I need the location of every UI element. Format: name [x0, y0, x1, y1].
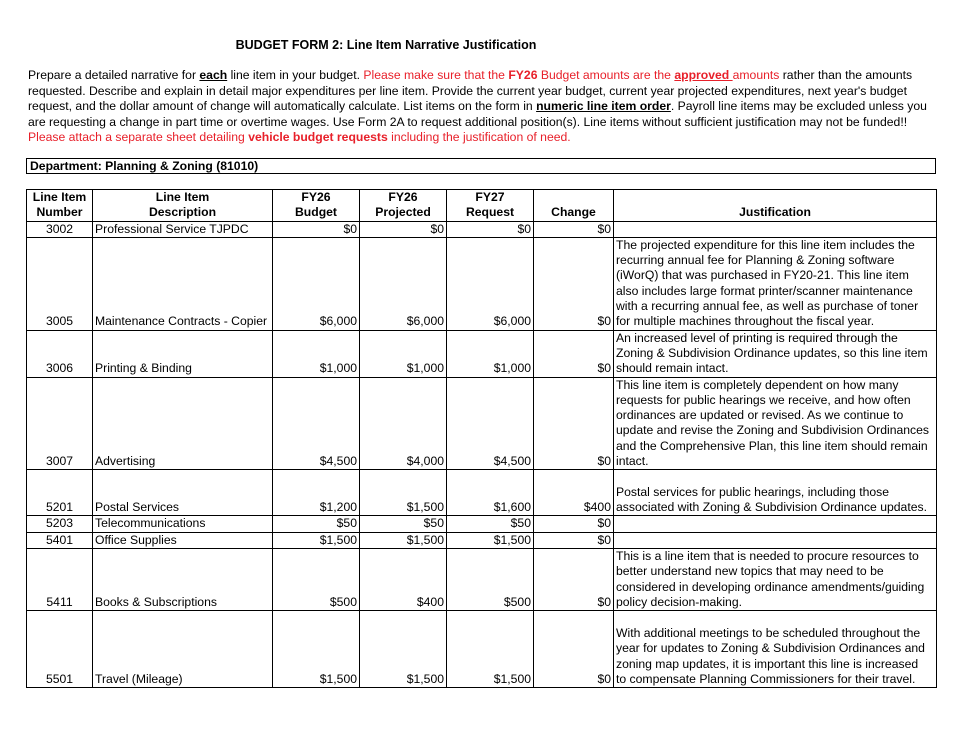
- intro-text: line item in your budget.: [227, 68, 364, 82]
- intro-red-text: Budget amounts are the: [537, 68, 675, 82]
- change-value: $0: [534, 221, 614, 237]
- fy26-budget-value: $50: [273, 516, 360, 532]
- department-label: Department: Planning & Zoning (81010): [26, 158, 936, 174]
- line-item-description: Telecommunications: [93, 516, 273, 532]
- justification-text: An increased level of printing is required through the Zoning & Subdivision Ordinance updates, so this line item should remain intact.: [614, 330, 937, 377]
- change-value: $0: [534, 611, 614, 688]
- intro-text: . Payroll line items may be excluded unless you are requesting a change in part time or overtime wages. Use Form 2A to request additional position(s). Line items without sufficient justification may not be funded!!: [28, 99, 927, 129]
- change-value: $0: [534, 237, 614, 330]
- fy27-request-value: $6,000: [447, 237, 534, 330]
- form-title: BUDGET FORM 2: Line Item Narrative Justification: [235, 38, 537, 52]
- fy27-request-value: $1,600: [447, 470, 534, 516]
- fy26-projected-value: $6,000: [360, 237, 447, 330]
- table-row: [27, 532, 937, 548]
- fy26-budget-value: $500: [273, 548, 360, 610]
- line-item-description: Office Supplies: [93, 532, 273, 548]
- fy27-request-value: $1,500: [447, 532, 534, 548]
- line-item-number: 5401: [27, 532, 93, 548]
- intro-red-text: amounts: [732, 68, 780, 82]
- header-line-item-description: Line Item Description: [93, 190, 273, 222]
- line-item-description: Travel (Mileage): [93, 611, 273, 688]
- justification-text: This line item is completely dependent on how many requests for public hearings we receive, and how often ordinances are updated or revised. As we continue to update and revise the Zoning and Subdivision Ordinances and the Comprehensive Plan, this line item should remain intact.: [614, 377, 937, 470]
- justification-text: The projected expenditure for this line item includes the recurring annual fee for Planning & Zoning software (iWorQ) that was purchased in FY20-21. This line item also includes large format printer/scanner maintenance with a recurring annual fee, as well as purchase of toner for multiple machines throughout the fiscal year.: [614, 237, 937, 330]
- fy26-budget-value: $0: [273, 221, 360, 237]
- line-item-number: 3006: [27, 330, 93, 377]
- fy27-request-value: $50: [447, 516, 534, 532]
- fy27-request-value: $1,000: [447, 330, 534, 377]
- change-value: $0: [534, 532, 614, 548]
- table-row: [27, 611, 937, 688]
- fy27-request-value: $1,500: [447, 611, 534, 688]
- intro-vehicle: vehicle budget requests: [248, 130, 388, 145]
- intro-fy26: FY26: [508, 68, 538, 82]
- table-row: [27, 221, 937, 237]
- fy26-projected-value: $1,500: [360, 532, 447, 548]
- line-item-description: Printing & Binding: [93, 330, 273, 377]
- instructions-paragraph: [28, 68, 938, 146]
- fy26-budget-value: $1,000: [273, 330, 360, 377]
- justification-text: [614, 516, 937, 532]
- fy26-budget-value: $1,200: [273, 470, 360, 516]
- line-item-description: Professional Service TJPDC: [93, 221, 273, 237]
- intro-text: Prepare a detailed narrative for: [28, 68, 200, 82]
- justification-text: [614, 221, 937, 237]
- line-item-number: 5201: [27, 470, 93, 516]
- fy26-projected-value: $1,000: [360, 330, 447, 377]
- line-item-number: 3005: [27, 237, 93, 330]
- intro-red-text: Please attach a separate sheet detailing: [28, 130, 249, 145]
- table-row: [27, 470, 937, 516]
- fy26-projected-value: $0: [360, 221, 447, 237]
- change-value: $0: [534, 377, 614, 470]
- intro-red-text: Please make sure that the: [363, 68, 509, 82]
- table-row: [27, 377, 937, 470]
- fy26-projected-value: $1,500: [360, 470, 447, 516]
- fy26-budget-value: $6,000: [273, 237, 360, 330]
- header-fy26-budget: FY26 Budget: [273, 190, 360, 222]
- fy27-request-value: $0: [447, 221, 534, 237]
- header-justification: Justification: [614, 190, 937, 222]
- justification-text: This is a line item that is needed to procure resources to better understand new topics that may need to be considered in developing ordinance amendments/guiding policy decision-making.: [614, 548, 937, 610]
- header-change: Change: [534, 190, 614, 222]
- line-item-description: Maintenance Contracts - Copier: [93, 237, 273, 330]
- table-row: [27, 237, 937, 330]
- fy26-projected-value: $50: [360, 516, 447, 532]
- change-value: $0: [534, 516, 614, 532]
- line-item-description: Postal Services: [93, 470, 273, 516]
- line-item-number: 3002: [27, 221, 93, 237]
- line-item-description: Advertising: [93, 377, 273, 470]
- justification-text: With additional meetings to be scheduled throughout the year for updates to Zoning & Subdivision Ordinances and zoning map updates, it is important this line is increased to compensate Planning Commissioners for their travel.: [614, 611, 937, 688]
- fy27-request-value: $4,500: [447, 377, 534, 470]
- fy26-projected-value: $1,500: [360, 611, 447, 688]
- table-row: [27, 330, 937, 377]
- table-row: [27, 516, 937, 532]
- header-line-item-number: Line Item Number: [27, 190, 93, 222]
- fy26-budget-value: $1,500: [273, 611, 360, 688]
- justification-text: Postal services for public hearings, including those associated with Zoning & Subdivision Ordinance updates.: [614, 470, 937, 516]
- line-item-number: 3007: [27, 377, 93, 470]
- fy26-budget-value: $4,500: [273, 377, 360, 470]
- line-item-number: 5203: [27, 516, 93, 532]
- header-fy26-projected: FY26 Projected: [360, 190, 447, 222]
- intro-approved: approved: [674, 68, 733, 82]
- table-header-row: [27, 190, 937, 222]
- change-value: $0: [534, 548, 614, 610]
- fy26-budget-value: $1,500: [273, 532, 360, 548]
- line-item-description: Books & Subscriptions: [93, 548, 273, 610]
- change-value: $0: [534, 330, 614, 377]
- line-item-number: 5501: [27, 611, 93, 688]
- line-item-number: 5411: [27, 548, 93, 610]
- fy26-projected-value: $400: [360, 548, 447, 610]
- fy27-request-value: $500: [447, 548, 534, 610]
- header-fy27-request: FY27 Request: [447, 190, 534, 222]
- justification-text: [614, 532, 937, 548]
- intro-each: each: [199, 68, 228, 82]
- line-item-table: [26, 189, 937, 688]
- intro-text: rather than the amounts requested. Describe and explain in detail major expenditures per line item. Provide the current year budget, current year projected expenditures, next year's budget request, and the dollar amount of change will automatically calculate. List items on the form in: [28, 68, 913, 114]
- change-value: $400: [534, 470, 614, 516]
- intro-numeric-order: numeric line item order: [536, 99, 671, 114]
- intro-red-text: including the justification of need.: [387, 130, 571, 145]
- table-row: [27, 548, 937, 610]
- fy26-projected-value: $4,000: [360, 377, 447, 470]
